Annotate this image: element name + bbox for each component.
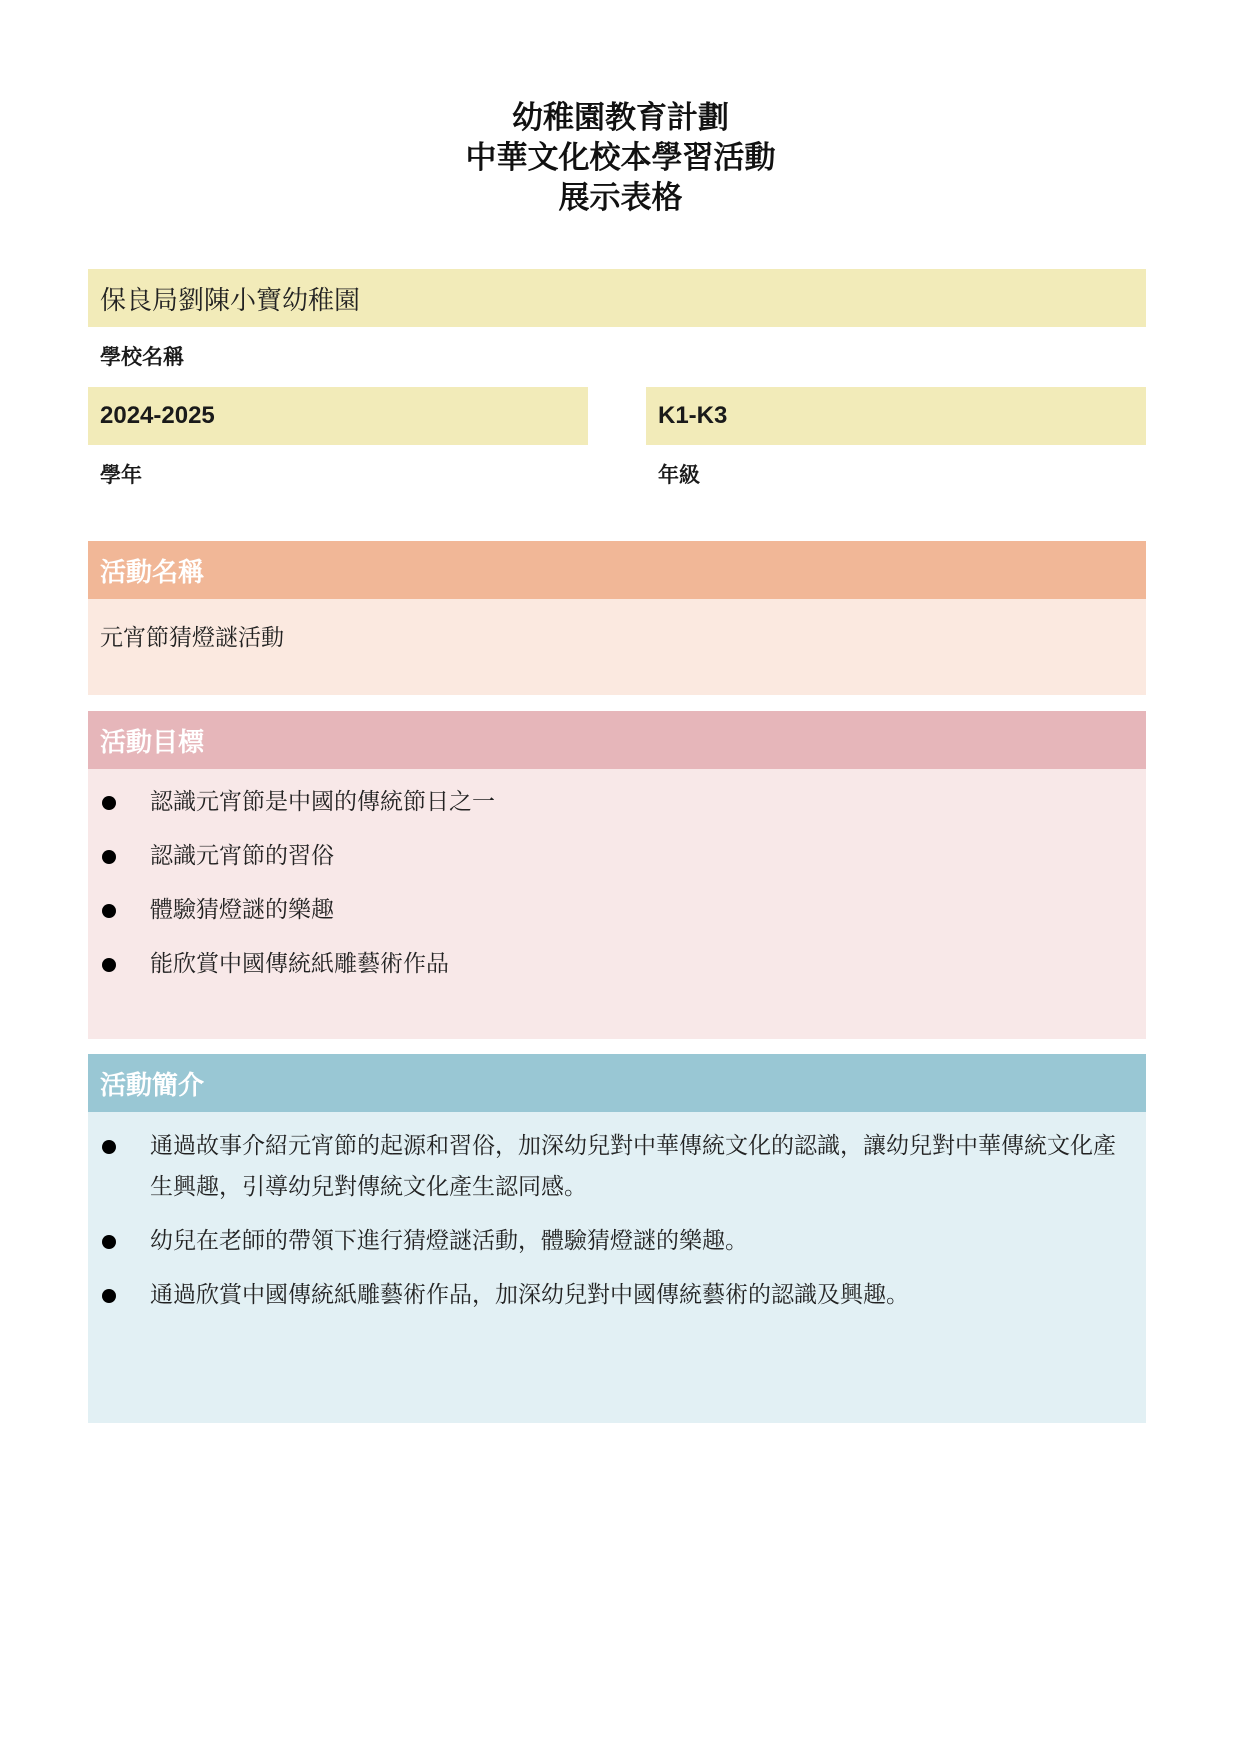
title-line-2: 中華文化校本學習活動	[465, 140, 776, 176]
list-item-text: 通過故事介紹元宵節的起源和習俗，加深幼兒對中華傳統文化的認識，讓幼兒對中華傳統文化產生興趣，引導幼兒對傳統文化產生認同感。	[150, 1133, 1116, 1200]
list-item	[88, 1221, 1146, 1262]
bullet-icon	[102, 1289, 116, 1303]
list-item	[88, 944, 1146, 998]
activity-goals-header: 活動目標	[88, 711, 1146, 769]
activity-goals-section	[88, 711, 1146, 1039]
list-item	[88, 1126, 1146, 1208]
school-year-field[interactable]: 2024-2025	[88, 387, 588, 445]
list-item-text: 幼兒在老師的帶領下進行猜燈謎活動，體驗猜燈謎的樂趣。	[150, 1228, 748, 1254]
bullet-icon	[102, 958, 116, 972]
list-item	[88, 782, 1146, 836]
bullet-icon	[102, 850, 116, 864]
activity-name-value[interactable]: 元宵節猜燈謎活動	[88, 599, 1146, 695]
activity-intro-body[interactable]	[88, 1112, 1146, 1423]
activity-intro-header: 活動簡介	[88, 1054, 1146, 1112]
activity-intro-section	[88, 1054, 1146, 1423]
list-item-text: 認識元宵節的習俗	[150, 843, 334, 869]
list-item	[88, 890, 1146, 944]
grade-label: 年級	[658, 463, 700, 487]
school-name-field[interactable]: 保良局劉陳小寶幼稚園	[88, 269, 1146, 327]
list-item	[88, 1275, 1146, 1316]
page-title	[0, 98, 1241, 218]
bullet-icon	[102, 904, 116, 918]
list-item-text: 認識元宵節是中國的傳統節日之一	[150, 789, 495, 815]
activity-intro-list	[88, 1112, 1146, 1316]
list-item-text: 能欣賞中國傳統紙雕藝術作品	[150, 951, 449, 977]
activity-goals-list	[88, 769, 1146, 998]
activity-name-section	[88, 541, 1146, 695]
school-year-label: 學年	[100, 463, 142, 487]
bullet-icon	[102, 1140, 116, 1154]
list-item-text: 體驗猜燈謎的樂趣	[150, 897, 334, 923]
school-name-label: 學校名稱	[100, 345, 184, 369]
title-line-1: 幼稚園教育計劃	[512, 100, 729, 136]
bullet-icon	[102, 796, 116, 810]
list-item	[88, 836, 1146, 890]
title-line-3: 展示表格	[558, 180, 683, 216]
bullet-icon	[102, 1235, 116, 1249]
list-item-text: 通過欣賞中國傳統紙雕藝術作品，加深幼兒對中國傳統藝術的認識及興趣。	[150, 1282, 909, 1308]
activity-name-header: 活動名稱	[88, 541, 1146, 599]
grade-field[interactable]: K1-K3	[646, 387, 1146, 445]
activity-goals-body[interactable]	[88, 769, 1146, 1039]
